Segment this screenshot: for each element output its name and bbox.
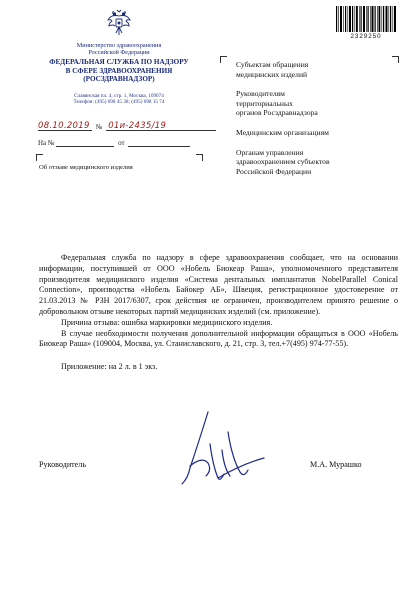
recipient-line: здравоохранением субъектов	[236, 157, 330, 167]
recipient-entry	[236, 148, 401, 177]
recipient-line: органов Росздравнадзора	[236, 108, 318, 118]
body-paragraph-contact: В случае необходимости получения дополнительной информации обращаться в ООО «Нобель Биокеар Раша» (109004, Москва, ул. Станиславского, д. 21, стр. 3, тел.+7(495) 974-77-55).	[39, 328, 398, 349]
signature-icon	[160, 408, 270, 488]
letterhead	[28, 8, 210, 105]
ministry-line: Министерство здравоохранения	[76, 42, 162, 49]
agency-line: В СФЕРЕ ЗДРАВООХРАНЕНИЯ	[65, 66, 173, 75]
registration-line	[38, 123, 216, 131]
ministry-line: Российской Федерации	[88, 49, 150, 57]
agency-address	[28, 93, 210, 106]
number-field	[106, 123, 216, 131]
recipient-entry	[236, 128, 401, 138]
recipient-line: Российской Федерации	[236, 166, 312, 176]
subject-corner-left	[36, 154, 43, 161]
body-paragraph-reason: Причина отзыва: ошибка маркировки медицинского изделия.	[61, 317, 273, 327]
address-line: Славянская пл. 4, стр. 1, Москва, 109074	[74, 92, 164, 99]
recipient-line: Субъектам обращения	[236, 60, 309, 69]
recipient-line: территориальных	[236, 98, 293, 108]
subject-corner-right	[196, 154, 203, 161]
number-sign: №	[95, 123, 103, 131]
reference-prefix: На №	[38, 139, 55, 147]
body-paragraph-main: Федеральная служба по надзору в сфере здравоохранения сообщает, что на основании информации, поступившей от ООО «Нобель Биокеар Раша», уполномоченного представителя производителя медицинского изделия «Система дентальных имплантатов NobelParallel Conical Connection», производства «Нобель Байокер АБ», Швеция, регистрационное удостоверение от 21.03.2013 № РЗН 2017/6307, срок действия не ограничен, производителем принято решение о добровольном отзыве некоторых партий медицинских изделий (см. приложение).	[39, 253, 398, 316]
date-field	[38, 123, 92, 131]
barcode-icon	[335, 6, 397, 32]
recipient-line: Руководителям	[236, 89, 285, 99]
recipient-line: Органам управления	[236, 147, 304, 157]
reference-date-field	[128, 139, 190, 147]
ministry-name	[28, 42, 210, 56]
agency-line: ФЕДЕРАЛЬНАЯ СЛУЖБА ПО НАДЗОРУ	[49, 58, 189, 67]
agency-line: (РОСЗДРАВНАДЗОР)	[83, 75, 155, 84]
recipient-corner-left	[220, 56, 227, 63]
signatory-position: Руководитель	[39, 460, 87, 469]
signatory-name: М.А. Мурашко	[310, 460, 362, 469]
letter-body	[39, 253, 398, 373]
registration-date: 08.10.2019	[38, 121, 90, 131]
reference-number-field	[56, 139, 114, 147]
eagle-emblem-icon	[106, 8, 132, 38]
recipients-block	[236, 60, 401, 186]
recipient-entry	[236, 60, 401, 79]
reference-line	[38, 139, 190, 147]
barcode-block	[335, 6, 397, 40]
barcode-number: 2329250	[350, 33, 382, 40]
phone-line: Телефон: (495) 698 45 38; (495) 698 15 74	[73, 99, 165, 106]
document-subject: Об отзыве медицинского изделия	[39, 164, 133, 171]
recipient-line: медицинских изделий	[236, 69, 308, 79]
reference-from: от	[118, 139, 125, 147]
body-paragraph-attachment: Приложение: на 2 л. в 1 экз.	[61, 362, 158, 372]
recipient-line: Медицинским организациям	[236, 127, 329, 137]
registration-number: 01и-2435/19	[108, 121, 167, 131]
recipient-entry	[236, 89, 401, 118]
agency-name	[28, 58, 210, 83]
